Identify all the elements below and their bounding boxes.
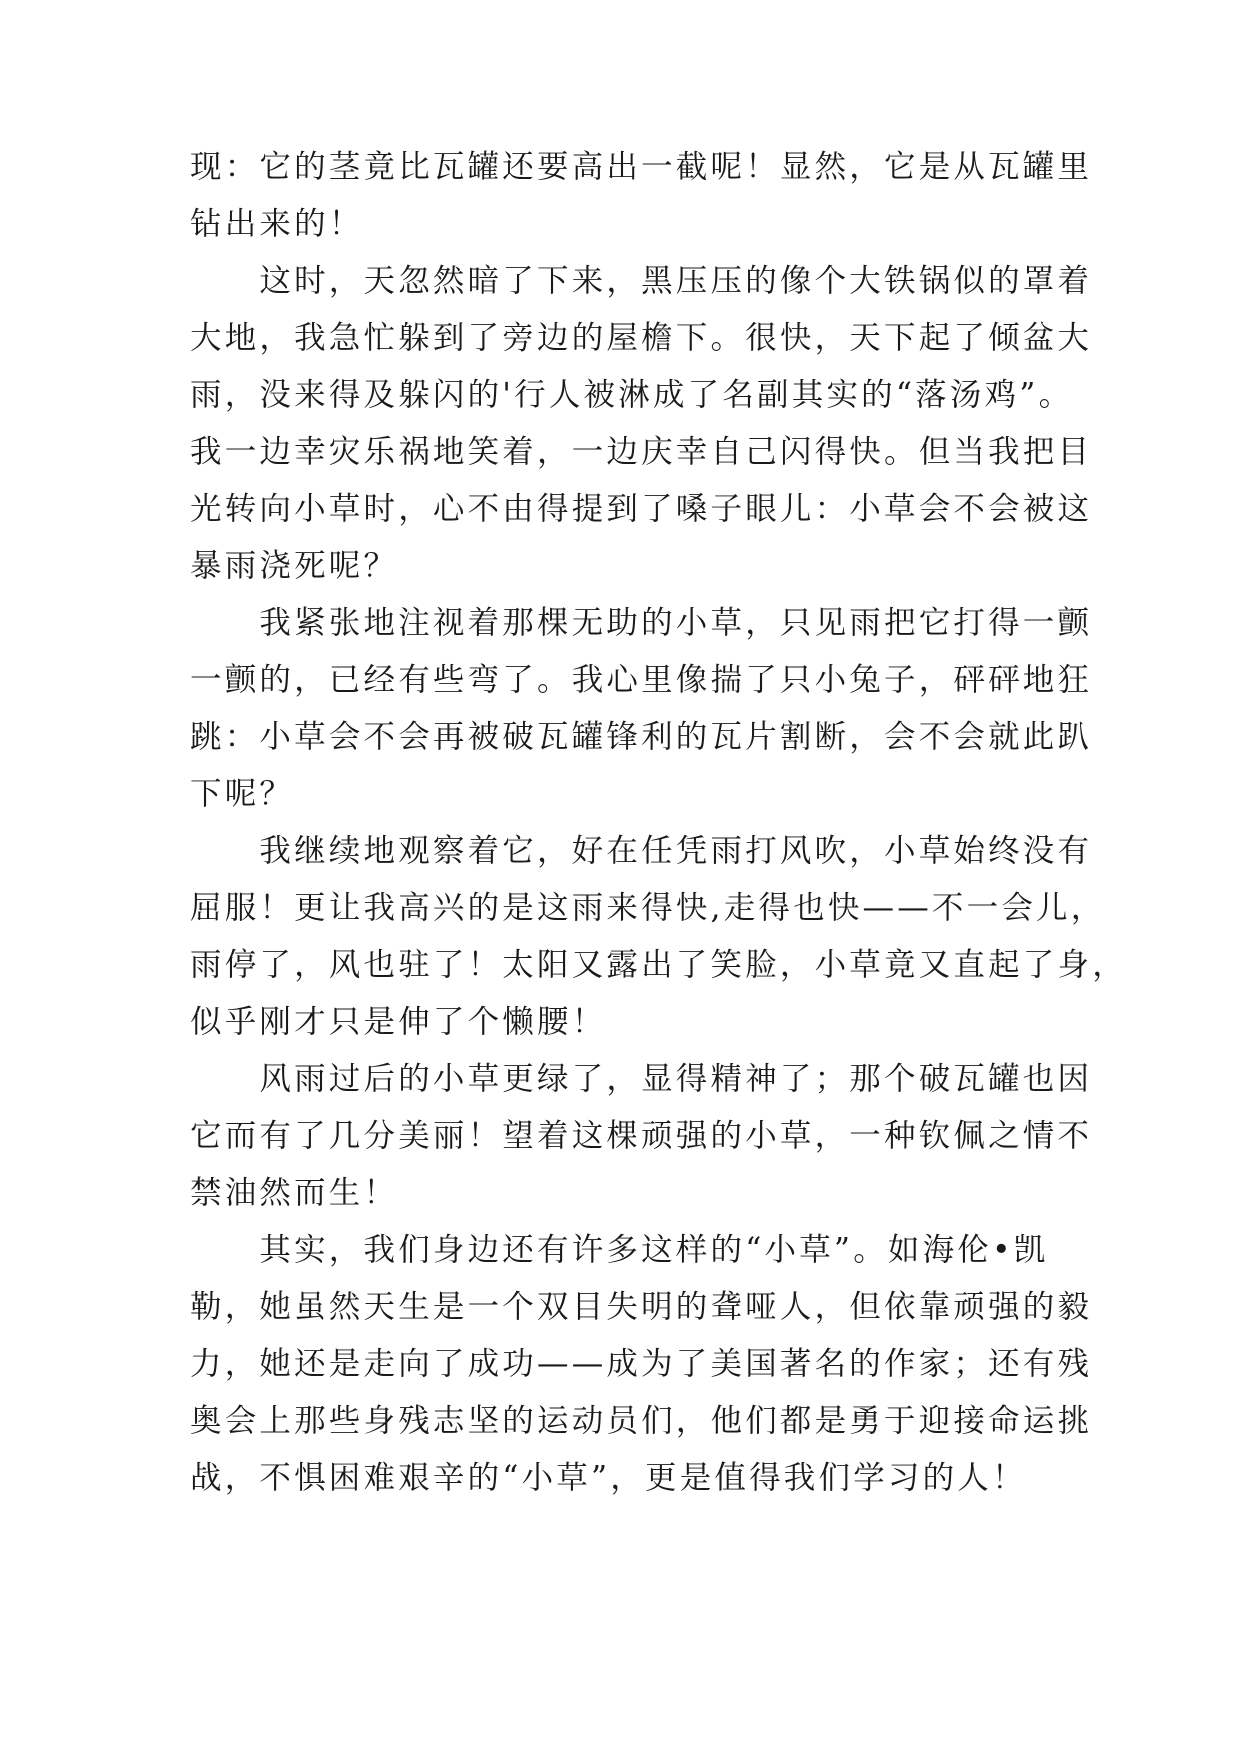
text-line: 跳：小草会不会再被破瓦罐锋利的瓦片割断，会不会就此趴: [190, 719, 1093, 755]
text-line: 我紧张地注视着那棵无助的小草，只见雨把它打得一颤: [190, 605, 1093, 641]
text-line: 勒，她虽然天生是一个双目失明的聋哑人，但依靠顽强的毅: [190, 1289, 1093, 1325]
text-line: 我一边幸灾乐祸地笑着，一边庆幸自己闪得快。但当我把目: [190, 434, 1093, 470]
text-line: 这时，天忽然暗了下来，黑压压的像个大铁锅似的罩着: [190, 263, 1093, 299]
text-line: 禁油然而生！: [190, 1175, 399, 1211]
text-line: 暴雨浇死呢？: [190, 548, 399, 584]
text-line: 力，她还是走向了成功——成为了美国著名的作家；还有残: [190, 1346, 1093, 1382]
text-line: 我继续地观察着它，好在任凭雨打风吹，小草始终没有: [190, 833, 1093, 869]
text-line: 雨停了，风也驻了！太阳又露出了笑脸，小草竟又直起了身，: [190, 947, 1127, 983]
text-line: 一颤的，已经有些弯了。我心里像揣了只小兔子，砰砰地狂: [190, 662, 1093, 698]
text-line: 屈服！更让我高兴的是这雨来得快,走得也快——不一会儿，: [190, 890, 1106, 926]
text-line: 大地，我急忙躲到了旁边的屋檐下。很快，天下起了倾盆大: [190, 320, 1093, 356]
text-line: 雨，没来得及躲闪的'行人被淋成了名副其实的“落汤鸡”。: [190, 377, 1074, 413]
text-line: 它而有了几分美丽！望着这棵顽强的小草，一种钦佩之情不: [190, 1118, 1093, 1154]
text-line: 似乎刚才只是伸了个懒腰！: [190, 1004, 607, 1040]
text-line: 光转向小草时，心不由得提到了嗓子眼儿：小草会不会被这: [190, 491, 1093, 527]
text-line: 钻出来的！: [190, 206, 364, 242]
text-line: 奥会上那些身残志坚的运动员们，他们都是勇于迎接命运挑: [190, 1403, 1093, 1439]
text-line: 下呢？: [190, 776, 295, 812]
text-line: 战，不惧困难艰辛的“小草”，更是值得我们学习的人！: [190, 1460, 1027, 1496]
text-line: 现：它的茎竟比瓦罐还要高出一截呢！显然，它是从瓦罐里: [190, 149, 1093, 185]
text-line: 风雨过后的小草更绿了，显得精神了；那个破瓦罐也因: [190, 1061, 1093, 1097]
text-line: 其实，我们身边还有许多这样的“小草”。如海伦•凯: [190, 1232, 1049, 1268]
